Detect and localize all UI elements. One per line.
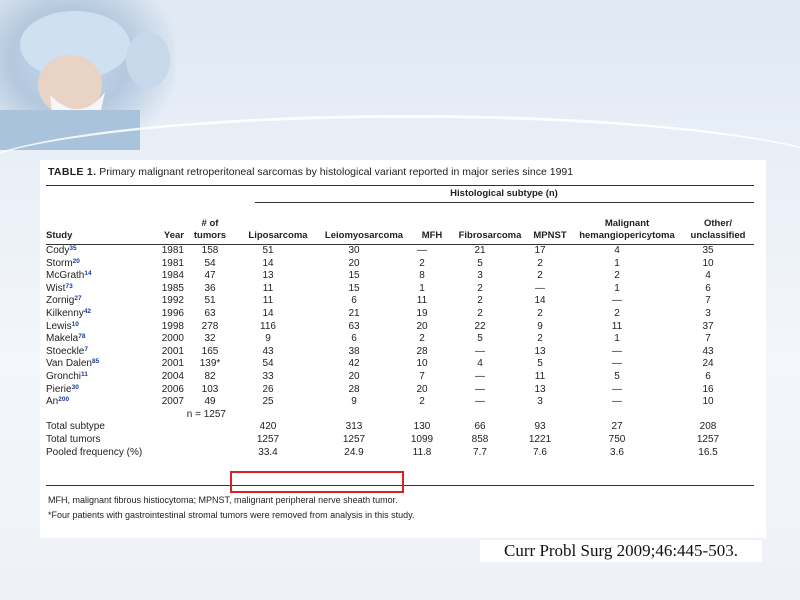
cell-year: 2001	[161, 345, 184, 357]
cell-mpnst: 2	[537, 333, 543, 345]
reference-number: 7	[84, 345, 88, 353]
cell-leio: 21	[348, 307, 360, 319]
cell-lipo: 51	[262, 245, 274, 256]
cell-hemang: 11	[611, 320, 623, 332]
header-tumors: # of tumors	[193, 218, 227, 241]
reference-number: 42	[83, 307, 92, 315]
footnote-abbreviations: MFH, malignant fibrous histiocytoma; MPNST, malignant peripheral nerve sheath tumor.	[48, 495, 398, 505]
cell-fibro: —	[475, 370, 485, 382]
cell-year: 1981	[161, 245, 184, 256]
cell-tumors: 63	[204, 307, 216, 319]
cell-study: Cody$^{35}$	[46, 245, 77, 256]
summary-mfh: 11.8	[412, 446, 432, 458]
cell-leio: 30	[348, 245, 360, 256]
summary-fibro: 858	[471, 433, 489, 445]
cell-leio: 28	[348, 383, 360, 395]
top-rule	[46, 185, 754, 186]
header-mfh: MFH	[421, 230, 443, 241]
summary-row	[46, 447, 744, 460]
header-mpnst: MPNST	[533, 230, 567, 241]
cell-year: 1992	[161, 295, 184, 307]
cell-study: Wist$^{73}$	[46, 282, 73, 294]
cell-year: 2006	[161, 383, 184, 395]
table-row	[46, 308, 744, 321]
table-row	[46, 384, 744, 397]
reference-number: 27	[74, 295, 82, 303]
cell-lipo: 25	[262, 396, 274, 408]
table-row	[46, 283, 744, 296]
cell-lipo: 14	[262, 307, 274, 319]
citation: Curr Probl Surg 2009;46:445-503.	[480, 540, 762, 562]
cell-mpnst: 3	[537, 396, 543, 408]
cell-tumors: 47	[204, 270, 216, 282]
cell-other: 10	[702, 396, 714, 408]
cell-fibro: —	[475, 396, 485, 408]
cell-other: 7	[705, 295, 711, 307]
header-year: Year	[163, 230, 184, 241]
cell-year: 2004	[161, 370, 184, 382]
cell-fibro: —	[475, 383, 485, 395]
cell-mfh: 10	[416, 358, 428, 370]
summary-hemang: 3.6	[610, 446, 624, 458]
cell-fibro: 4	[477, 358, 483, 370]
cell-other: 10	[702, 257, 714, 269]
cell-lipo: 43	[262, 345, 274, 357]
cell-study: Stoeckle$^7$	[46, 345, 88, 357]
cell-hemang: 1	[614, 333, 620, 345]
cell-study: Makela$^{78}$	[46, 333, 86, 345]
cell-lipo: 11	[262, 282, 274, 294]
cell-study: An$^{200}$	[46, 396, 70, 408]
cell-tumors: 278	[201, 320, 219, 332]
cell-other: 16	[702, 383, 714, 395]
cell-mpnst: 14	[534, 295, 546, 307]
cell-leio: 9	[351, 396, 357, 408]
cell-hemang: —	[612, 383, 622, 395]
cell-mfh: —	[417, 245, 427, 256]
summary-label: Total tumors	[46, 433, 101, 445]
table-caption	[48, 166, 573, 178]
cell-fibro: 22	[474, 320, 486, 332]
cell-year: 2001	[161, 358, 184, 370]
summary-leio: 313	[345, 421, 363, 433]
cell-hemang: 2	[614, 270, 620, 282]
cell-hemang: 1	[614, 257, 620, 269]
cell-year: 1996	[161, 307, 184, 319]
cell-other: 6	[705, 370, 711, 382]
cell-year: 1981	[161, 257, 184, 269]
summary-hemang: 27	[611, 421, 623, 433]
n-total: n = 1257	[186, 408, 226, 420]
cell-tumors: 51	[204, 295, 216, 307]
cell-year: 1984	[161, 270, 184, 282]
header-liposarcoma: Liposarcoma	[248, 230, 308, 241]
cell-mpnst: 2	[537, 307, 543, 319]
cell-mfh: 11	[416, 295, 428, 307]
reference-number: 14	[84, 270, 92, 278]
reference-number: 10	[71, 320, 79, 328]
cell-study: McGrath$^{14}$	[46, 270, 92, 282]
cell-study: Van Dalen$^{85}$	[46, 358, 100, 370]
cell-tumors: 36	[204, 282, 216, 294]
cell-lipo: 26	[262, 383, 274, 395]
cell-mpnst: 5	[537, 358, 543, 370]
cell-leio: 42	[348, 358, 360, 370]
table-caption-tag: TABLE 1.	[48, 166, 97, 178]
cell-mpnst: 9	[537, 320, 543, 332]
cell-other: 6	[705, 282, 711, 294]
cell-tumors: 158	[201, 245, 219, 256]
cell-mfh: 8	[419, 270, 425, 282]
summary-fibro: 66	[474, 421, 486, 433]
cell-mpnst: —	[535, 282, 545, 294]
table-caption-text: Primary malignant retroperitoneal sarcomas by histological variant reported in major series since 1991	[96, 166, 574, 178]
cell-other: 3	[705, 307, 711, 319]
cell-year: 2007	[161, 396, 184, 408]
cell-hemang: 1	[614, 282, 620, 294]
summary-mfh: 130	[413, 421, 431, 433]
group-header: Histological subtype (n)	[450, 188, 558, 199]
cell-lipo: 11	[262, 295, 274, 307]
table-row	[46, 346, 744, 359]
reference-number: 20	[72, 257, 80, 265]
summary-mpnst: 93	[534, 421, 546, 433]
reference-number: 78	[78, 333, 86, 341]
cell-mfh: 2	[419, 396, 425, 408]
cell-other: 4	[705, 270, 711, 282]
cell-other: 24	[702, 358, 714, 370]
cell-mpnst: 17	[534, 245, 546, 256]
cell-hemang: 5	[614, 370, 620, 382]
summary-lipo: 420	[259, 421, 277, 433]
cell-fibro: 2	[477, 307, 483, 319]
header-fibrosarcoma: Fibrosarcoma	[458, 230, 522, 241]
cell-mpnst: 2	[537, 257, 543, 269]
cell-tumors: 165	[201, 345, 219, 357]
cell-fibro: —	[475, 345, 485, 357]
cell-year: 1985	[161, 282, 184, 294]
summary-leio: 1257	[342, 433, 366, 445]
cell-mpnst: 13	[534, 345, 546, 357]
header-hemangiopericytoma: Malignant hemangiopericytoma	[579, 218, 675, 241]
cell-lipo: 13	[262, 270, 274, 282]
table-row	[46, 358, 744, 371]
header-other: Other/ unclassified	[690, 218, 746, 241]
header-leiomyosarcoma: Leiomyosarcoma	[324, 230, 404, 241]
cell-fibro: 3	[477, 270, 483, 282]
cell-other: 35	[702, 245, 714, 256]
table-row	[46, 245, 744, 258]
cell-mfh: 2	[419, 333, 425, 345]
cell-fibro: 5	[477, 333, 483, 345]
summary-fibro: 7.7	[473, 446, 487, 458]
cell-leio: 38	[348, 345, 360, 357]
summary-mpnst: 7.6	[533, 446, 547, 458]
cell-study: Gronchi$^{11}$	[46, 370, 88, 382]
cell-study: Lewis$^{10}$	[46, 320, 79, 332]
cell-hemang: —	[612, 295, 622, 307]
cell-mfh: 28	[416, 345, 428, 357]
table-row	[46, 333, 744, 346]
table-row	[46, 371, 744, 384]
cell-leio: 63	[348, 320, 360, 332]
cell-mpnst: 11	[534, 370, 546, 382]
cell-tumors: 103	[201, 383, 219, 395]
cell-year: 1998	[161, 320, 184, 332]
cell-study: Storm$^{20}$	[46, 257, 80, 269]
table-row	[46, 396, 744, 409]
cell-leio: 6	[351, 295, 357, 307]
table-row	[46, 258, 744, 271]
summary-row	[46, 434, 744, 447]
reference-number: 30	[71, 383, 79, 391]
study-rows	[46, 245, 744, 459]
summary-hemang: 750	[608, 433, 626, 445]
cell-tumors: 49	[204, 396, 216, 408]
cell-study: Pierie$^{30}$	[46, 383, 79, 395]
summary-row	[46, 421, 744, 434]
cell-mfh: 7	[419, 370, 425, 382]
cell-hemang: 4	[614, 245, 620, 256]
cell-hemang: —	[612, 358, 622, 370]
cell-fibro: 2	[477, 282, 483, 294]
cell-lipo: 54	[262, 358, 274, 370]
cell-other: 7	[705, 333, 711, 345]
cell-lipo: 33	[262, 370, 274, 382]
cell-mfh: 20	[416, 320, 428, 332]
cell-tumors: 32	[204, 333, 216, 345]
cell-hemang: —	[612, 396, 622, 408]
cell-study: Kilkenny$^{42}$	[46, 307, 92, 319]
reference-number: 200	[58, 396, 70, 404]
reference-number: 73	[65, 282, 73, 290]
cell-leio: 20	[348, 257, 360, 269]
cell-mpnst: 13	[534, 383, 546, 395]
summary-other: 16.5	[698, 446, 718, 458]
cell-leio: 6	[351, 333, 357, 345]
data-table	[46, 245, 744, 459]
cell-lipo: 116	[260, 320, 276, 332]
cell-lipo: 9	[265, 333, 271, 345]
summary-mfh: 1099	[410, 433, 434, 445]
reference-number: 85	[91, 358, 100, 366]
cell-other: 37	[702, 320, 714, 332]
cell-lipo: 14	[262, 257, 274, 269]
cell-fibro: 21	[474, 245, 486, 256]
summary-other: 1257	[696, 433, 720, 445]
pooled-frequency-highlight	[230, 471, 404, 493]
table-panel	[40, 160, 766, 538]
reference-number: 11	[81, 370, 88, 378]
footnote-asterisk: *Four patients with gastrointestinal stromal tumors were removed from analysis in this study.	[48, 510, 415, 520]
cell-leio: 15	[348, 282, 360, 294]
cell-hemang: —	[612, 345, 622, 357]
cell-leio: 20	[348, 370, 360, 382]
reference-number: 35	[69, 245, 77, 252]
table-row	[46, 270, 744, 283]
cell-mpnst: 2	[537, 270, 543, 282]
cell-tumors: 139*	[199, 358, 221, 370]
cell-fibro: 2	[477, 295, 483, 307]
cell-tumors: 82	[204, 370, 216, 382]
cell-tumors: 54	[204, 257, 216, 269]
summary-label: Total subtype	[46, 421, 105, 433]
cell-leio: 15	[348, 270, 360, 282]
group-rule	[255, 202, 754, 203]
n-total-row	[46, 409, 744, 422]
summary-lipo: 1257	[256, 433, 280, 445]
summary-leio: 24.9	[344, 446, 364, 458]
cell-other: 43	[702, 345, 714, 357]
cell-hemang: 2	[614, 307, 620, 319]
cell-fibro: 5	[477, 257, 483, 269]
summary-label: Pooled frequency (%)	[46, 446, 143, 458]
summary-lipo: 33.4	[258, 446, 278, 458]
header-study: Study	[46, 230, 73, 241]
cell-year: 2000	[161, 333, 184, 345]
cell-mfh: 19	[416, 307, 428, 319]
cell-mfh: 20	[416, 383, 428, 395]
cell-study: Zornig$^{27}$	[46, 295, 82, 307]
summary-other: 208	[699, 421, 717, 433]
table-row	[46, 321, 744, 334]
table-row	[46, 295, 744, 308]
cell-mfh: 1	[419, 282, 425, 294]
cell-mfh: 2	[419, 257, 425, 269]
summary-mpnst: 1221	[528, 433, 552, 445]
